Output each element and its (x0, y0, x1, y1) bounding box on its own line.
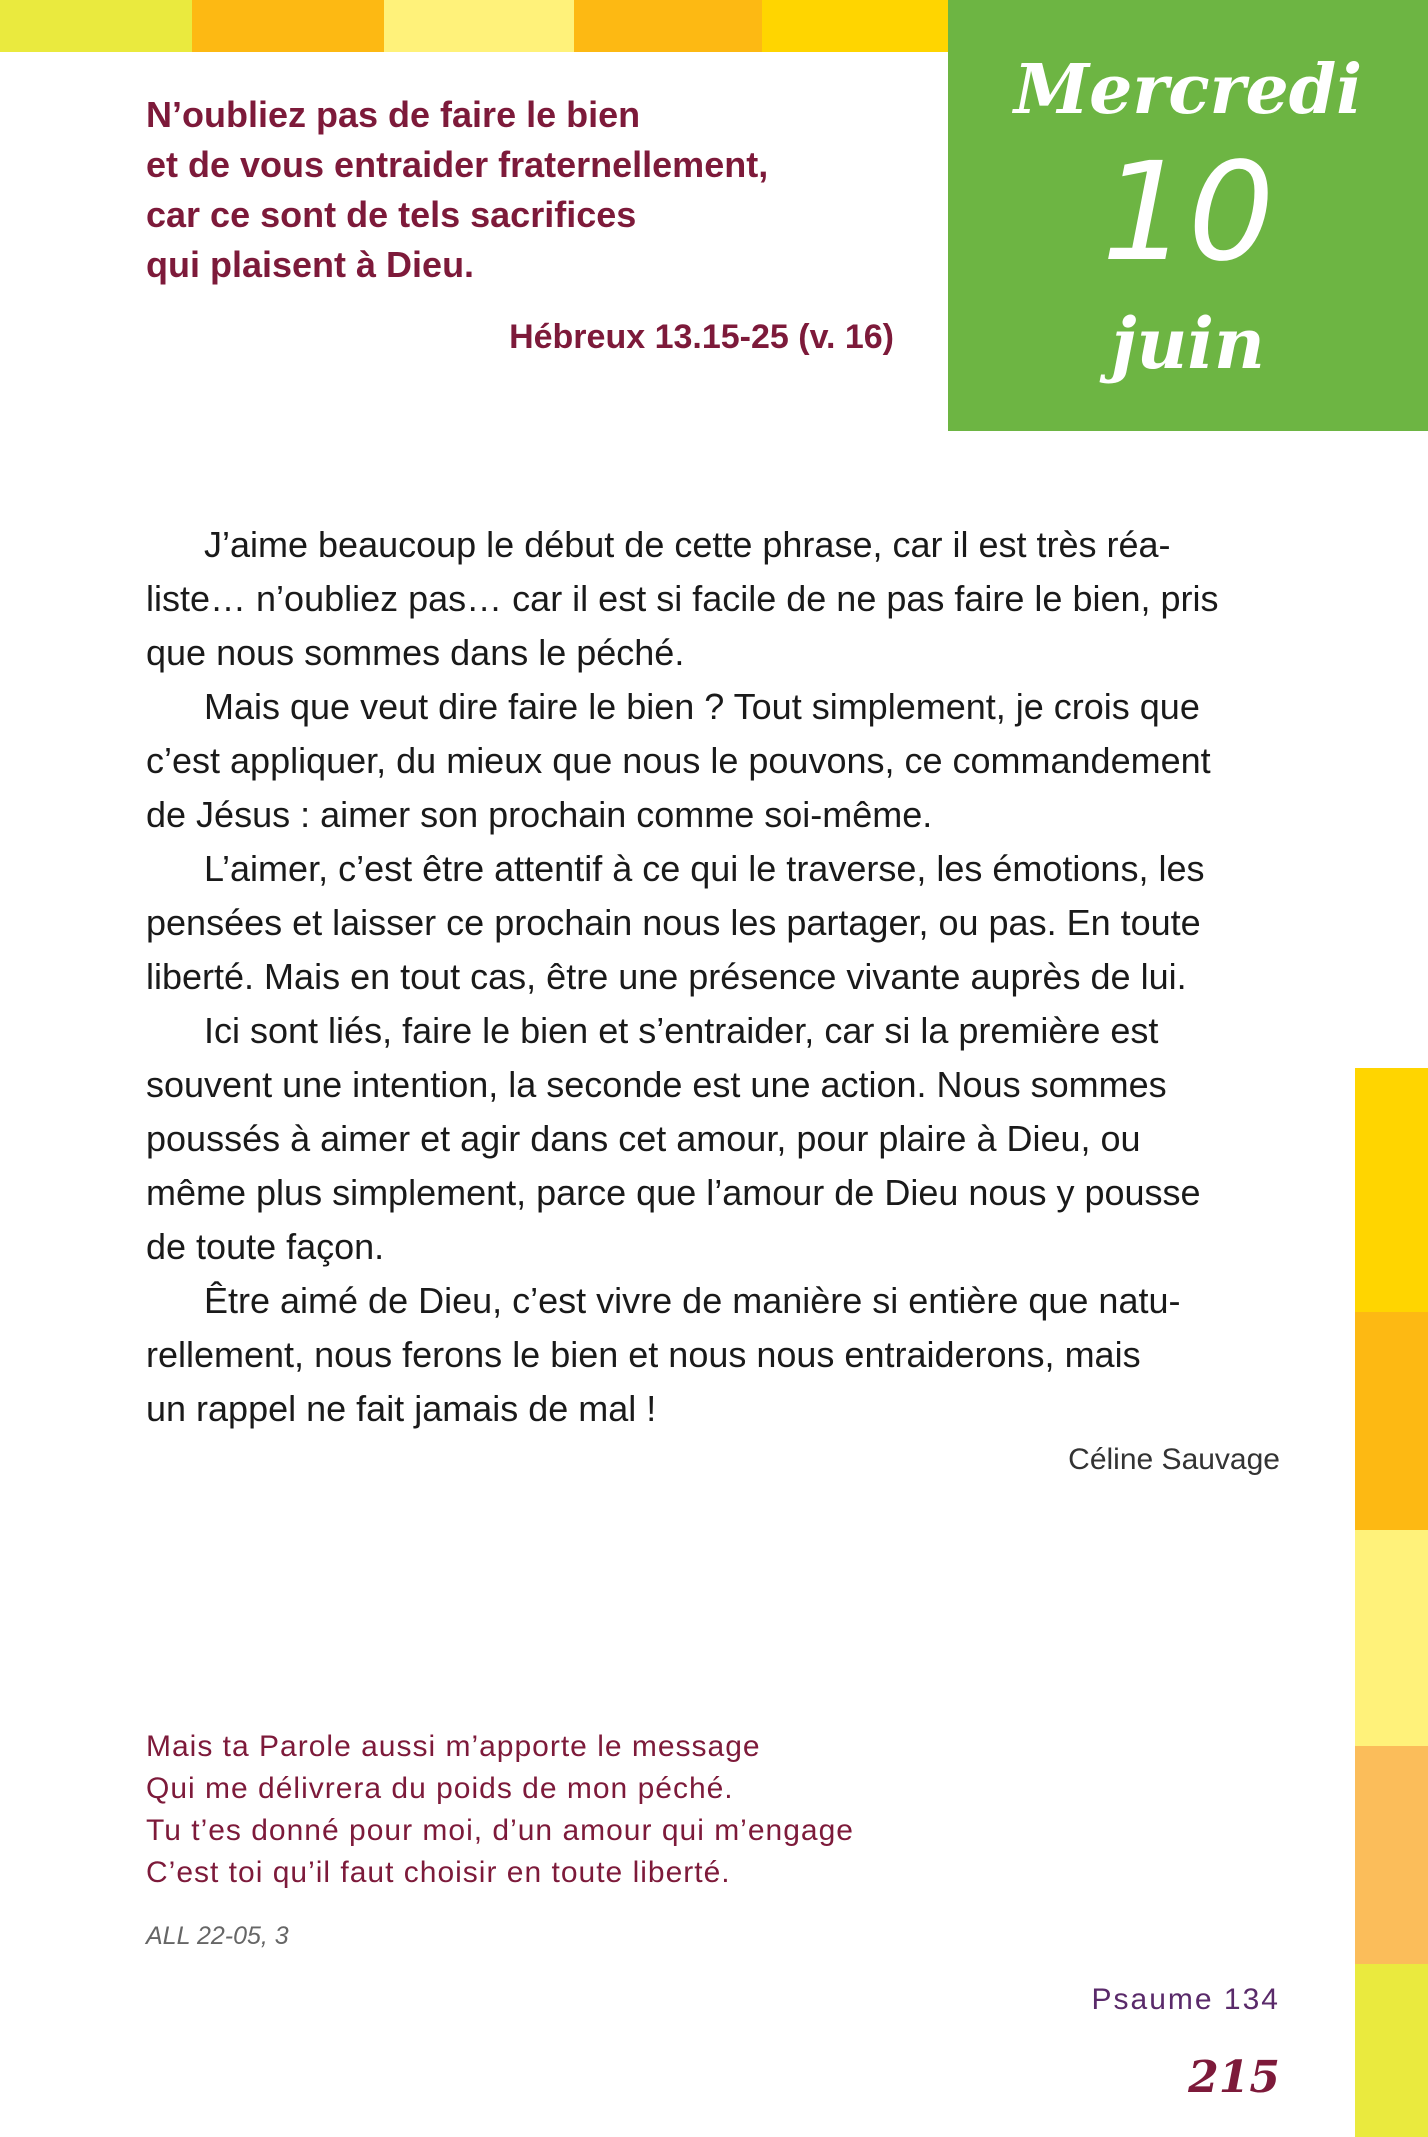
hymn-line: C’est toi qu’il faut choisir en toute liberté. (146, 1856, 731, 1889)
side-bar-segment (1355, 1068, 1428, 1312)
text-line: J’aime beaucoup le début de cette phrase, car il est très réa- (204, 524, 1171, 565)
top-bar-segment (192, 0, 384, 52)
text-line: Ici sont liés, faire le bien et s’entraider, car si la première est (204, 1010, 1159, 1051)
text-line: Être aimé de Dieu, c’est vivre de manière si entière que natu- (204, 1280, 1181, 1321)
hymn-line: Mais ta Parole aussi m’apporte le message (146, 1730, 761, 1763)
hymn-line: Tu t’es donné pour moi, d’un amour qui m’engage (146, 1814, 854, 1847)
text-line: rellement, nous ferons le bien et nous nous entraiderons, mais (146, 1334, 1141, 1375)
verse-reference: Hébreux 13.15-25 (v. 16) (509, 318, 894, 356)
side-bar-segment (1355, 1530, 1428, 1746)
side-bar-segment (1355, 1746, 1428, 1964)
date-month: juin (1111, 302, 1265, 385)
text-line: liste… n’oubliez pas… car il est si facile de ne pas faire le bien, pris (146, 578, 1219, 619)
verse-line: N’oubliez pas de faire le bien (146, 94, 641, 135)
meditation-text (146, 518, 1280, 1436)
verse-line: qui plaisent à Dieu. (146, 244, 475, 285)
side-bar-segment (1355, 1964, 1428, 2137)
hymn-stanza (146, 1726, 1046, 1894)
text-line: liberté. Mais en tout cas, être une présence vivante auprès de lui. (146, 956, 1187, 997)
author-name: Céline Sauvage (1068, 1443, 1280, 1476)
date-day: 10 (1101, 134, 1275, 292)
top-bar-segment (762, 0, 948, 52)
side-color-bars (1355, 1068, 1428, 2137)
verse-line: et de vous entraider fraternellement, (146, 144, 769, 185)
hymn-line: Qui me délivrera du poids de mon péché. (146, 1772, 734, 1805)
hymn-reference: ALL 22-05, 3 (146, 1922, 289, 1950)
date-weekday: Mercredi (1013, 50, 1363, 130)
top-bar-segment (574, 0, 762, 52)
top-bar-segment (384, 0, 574, 52)
text-line: même plus simplement, parce que l’amour de Dieu nous y pousse (146, 1172, 1201, 1213)
text-line: souvent une intention, la seconde est une action. Nous sommes (146, 1064, 1167, 1105)
text-line: poussés à aimer et agir dans cet amour, pour plaire à Dieu, ou (146, 1118, 1141, 1159)
bible-verse (146, 90, 906, 290)
page-number: 215 (1188, 2052, 1280, 2103)
text-line: de toute façon. (146, 1226, 385, 1267)
verse-line: car ce sont de tels sacrifices (146, 194, 637, 235)
text-line: L’aimer, c’est être attentif à ce qui le traverse, les émotions, les (204, 848, 1205, 889)
text-line: c’est appliquer, du mieux que nous le pouvons, ce commandement (146, 740, 1211, 781)
psalm-reference: Psaume 134 (1091, 1983, 1280, 2016)
side-bar-segment (1355, 1312, 1428, 1530)
text-line: Mais que veut dire faire le bien ? Tout simplement, je crois que (204, 686, 1200, 727)
text-line: que nous sommes dans le péché. (146, 632, 685, 673)
top-color-bars (0, 0, 948, 52)
text-line: de Jésus : aimer son prochain comme soi-même. (146, 794, 933, 835)
text-line: pensées et laisser ce prochain nous les partager, ou pas. En toute (146, 902, 1201, 943)
date-box (948, 0, 1428, 431)
text-line: un rappel ne fait jamais de mal ! (146, 1388, 657, 1429)
top-bar-segment (0, 0, 192, 52)
